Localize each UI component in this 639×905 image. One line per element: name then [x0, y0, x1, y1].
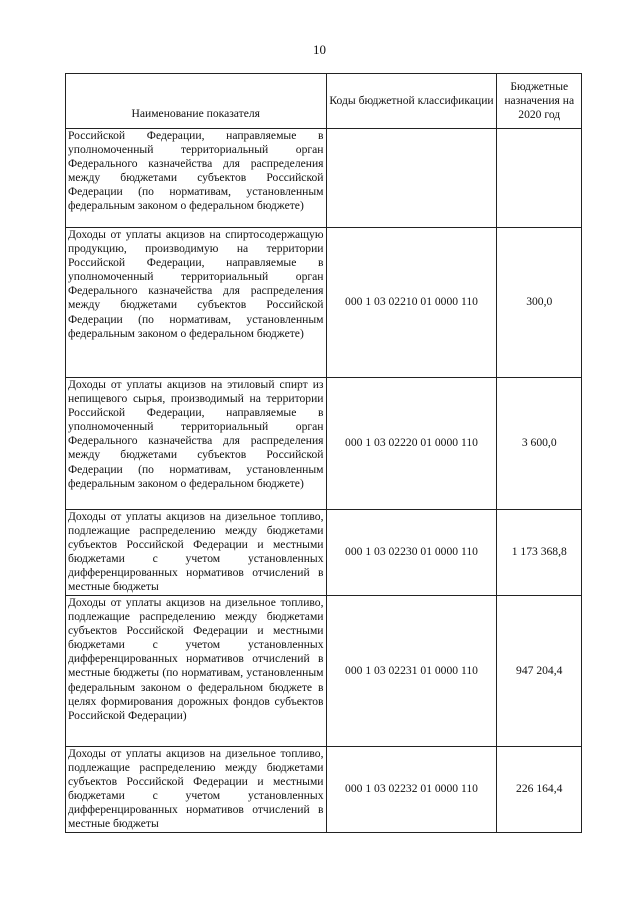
header-budget-amount: Бюджетные назначения на 2020 год	[497, 74, 582, 129]
row-indicator-name: Доходы от уплаты акцизов на дизельное топливо, подлежащие распределению между бюджетами субъектов Российской Федерации и местными бюджетами с учетом установленных дифференцированных нормативов отчислений в местные бюджеты	[66, 747, 327, 833]
row-budget-amount: 947 204,4	[497, 596, 582, 747]
header-budget-codes: Коды бюджетной классификации	[326, 74, 497, 129]
row-budget-amount: 226 164,4	[497, 747, 582, 833]
table-row	[66, 596, 582, 747]
row-budget-code: 000 1 03 02220 01 0000 110	[326, 378, 497, 510]
row-indicator-name: Доходы от уплаты акцизов на дизельное топливо, подлежащие распределению между бюджетами субъектов Российской Федерации и местными бюджетами с учетом установленных дифференцированных нормативов отчислений в местные бюджеты (по нормативам, установленным федеральным законом о федеральном бюджете в целях формирования дорожных фондов субъектов Российской Федерации)	[66, 596, 327, 747]
row-budget-code	[326, 129, 497, 228]
row-indicator-name: Доходы от уплаты акцизов на дизельное топливо, подлежащие распределению между бюджетами субъектов Российской Федерации и местными бюджетами с учетом установленных дифференцированных нормативов отчислений в местные бюджеты	[66, 510, 327, 596]
row-indicator-name: Доходы от уплаты акцизов на спиртосодержащую продукцию, производимую на территории Российской Федерации, направляемые в уполномоченный территориальный орган Федерального казначейства для распределения между бюджетами субъектов Российской Федерации (по нормативам, установленным федеральным законом о федеральном бюджете)	[66, 228, 327, 378]
row-indicator-name: Доходы от уплаты акцизов на этиловый спирт из непищевого сырья, производимый на территории Российской Федерации, направляемые в уполномоченный территориальный орган Федерального казначейства для распределения между бюджетами субъектов Российской Федерации (по нормативам, установленным федеральным законом о федеральном бюджете)	[66, 378, 327, 510]
row-budget-code: 000 1 03 02231 01 0000 110	[326, 596, 497, 747]
row-budget-code: 000 1 03 02210 01 0000 110	[326, 228, 497, 378]
row-budget-code: 000 1 03 02232 01 0000 110	[326, 747, 497, 833]
budget-table	[65, 73, 582, 833]
header-indicator-name: Наименование показателя	[66, 74, 327, 129]
table-row	[66, 228, 582, 378]
row-budget-amount	[497, 129, 582, 228]
row-budget-amount: 3 600,0	[497, 378, 582, 510]
table-row	[66, 129, 582, 228]
page-number: 10	[313, 42, 326, 57]
row-budget-code: 000 1 03 02230 01 0000 110	[326, 510, 497, 596]
table-row	[66, 747, 582, 833]
table-row	[66, 378, 582, 510]
row-indicator-name: Российской Федерации, направляемые в уполномоченный территориальный орган Федерального казначейства для распределения между бюджетами субъектов Российской Федерации (по нормативам, установленным федеральным законом о федеральном бюджете)	[66, 129, 327, 228]
row-budget-amount: 1 173 368,8	[497, 510, 582, 596]
table-row	[66, 510, 582, 596]
table-header-row	[66, 74, 582, 129]
row-budget-amount: 300,0	[497, 228, 582, 378]
